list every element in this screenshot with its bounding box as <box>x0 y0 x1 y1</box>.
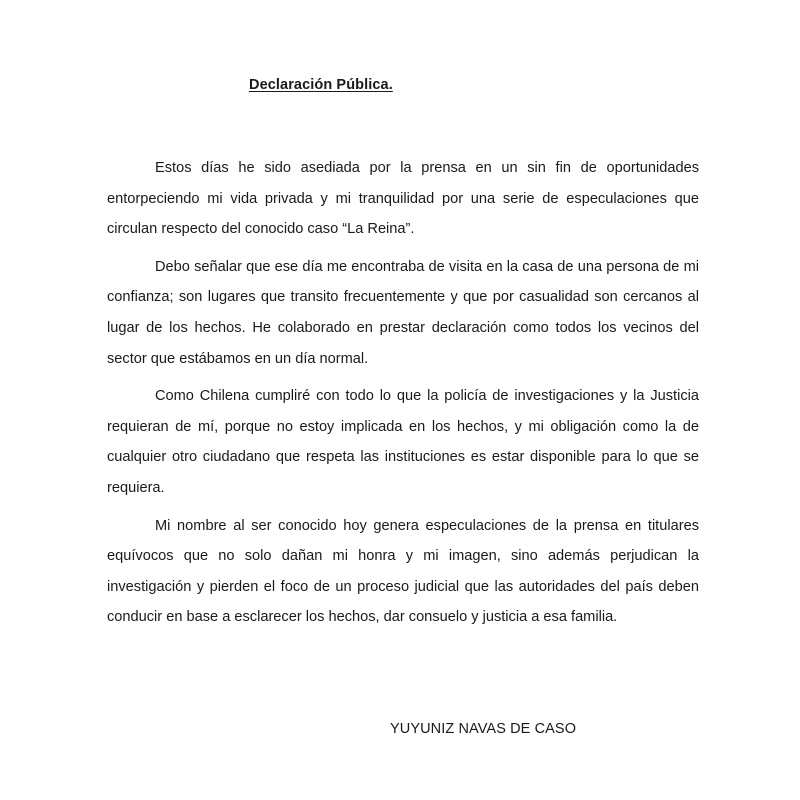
paragraph-4: Mi nombre al ser conocido hoy genera especulaciones de la prensa en titulares equívocos que no solo dañan mi honra y mi imagen, sino además perjudican la investigación y pierden el foco de un proceso judicial que las autoridades del país deben conducir en base a esclarecer los hechos, dar consuelo y justicia a esa familia. <box>107 517 699 626</box>
paragraph-3: Como Chilena cumpliré con todo lo que la policía de investigaciones y la Justicia requieran de mí, porque no estoy implicada en los hechos, y mi obligación como la de cualquier otro ciudadano que respeta las instituciones es estar disponible para lo que se requiera. <box>107 388 699 496</box>
document-title: Declaración Pública. <box>249 77 393 93</box>
paragraph-2: Debo señalar que ese día me encontraba de visita en la casa de una persona de mi confianza; son lugares que transito frecuentemente y que por casualidad son cercanos al lugar de los hechos. He colaborado en prestar declaración como todos los vecinos del sector que estábamos en un día normal. <box>107 258 699 367</box>
document-body <box>107 153 699 640</box>
paragraph-1: Estos días he sido asediada por la prensa en un sin fin de oportunidades entorpeciendo mi vida privada y mi tranquilidad por una serie de especulaciones que circulan respecto del conocido caso “La Reina”. <box>107 160 699 238</box>
signature-name: YUYUNIZ NAVAS DE CASO <box>390 721 577 737</box>
